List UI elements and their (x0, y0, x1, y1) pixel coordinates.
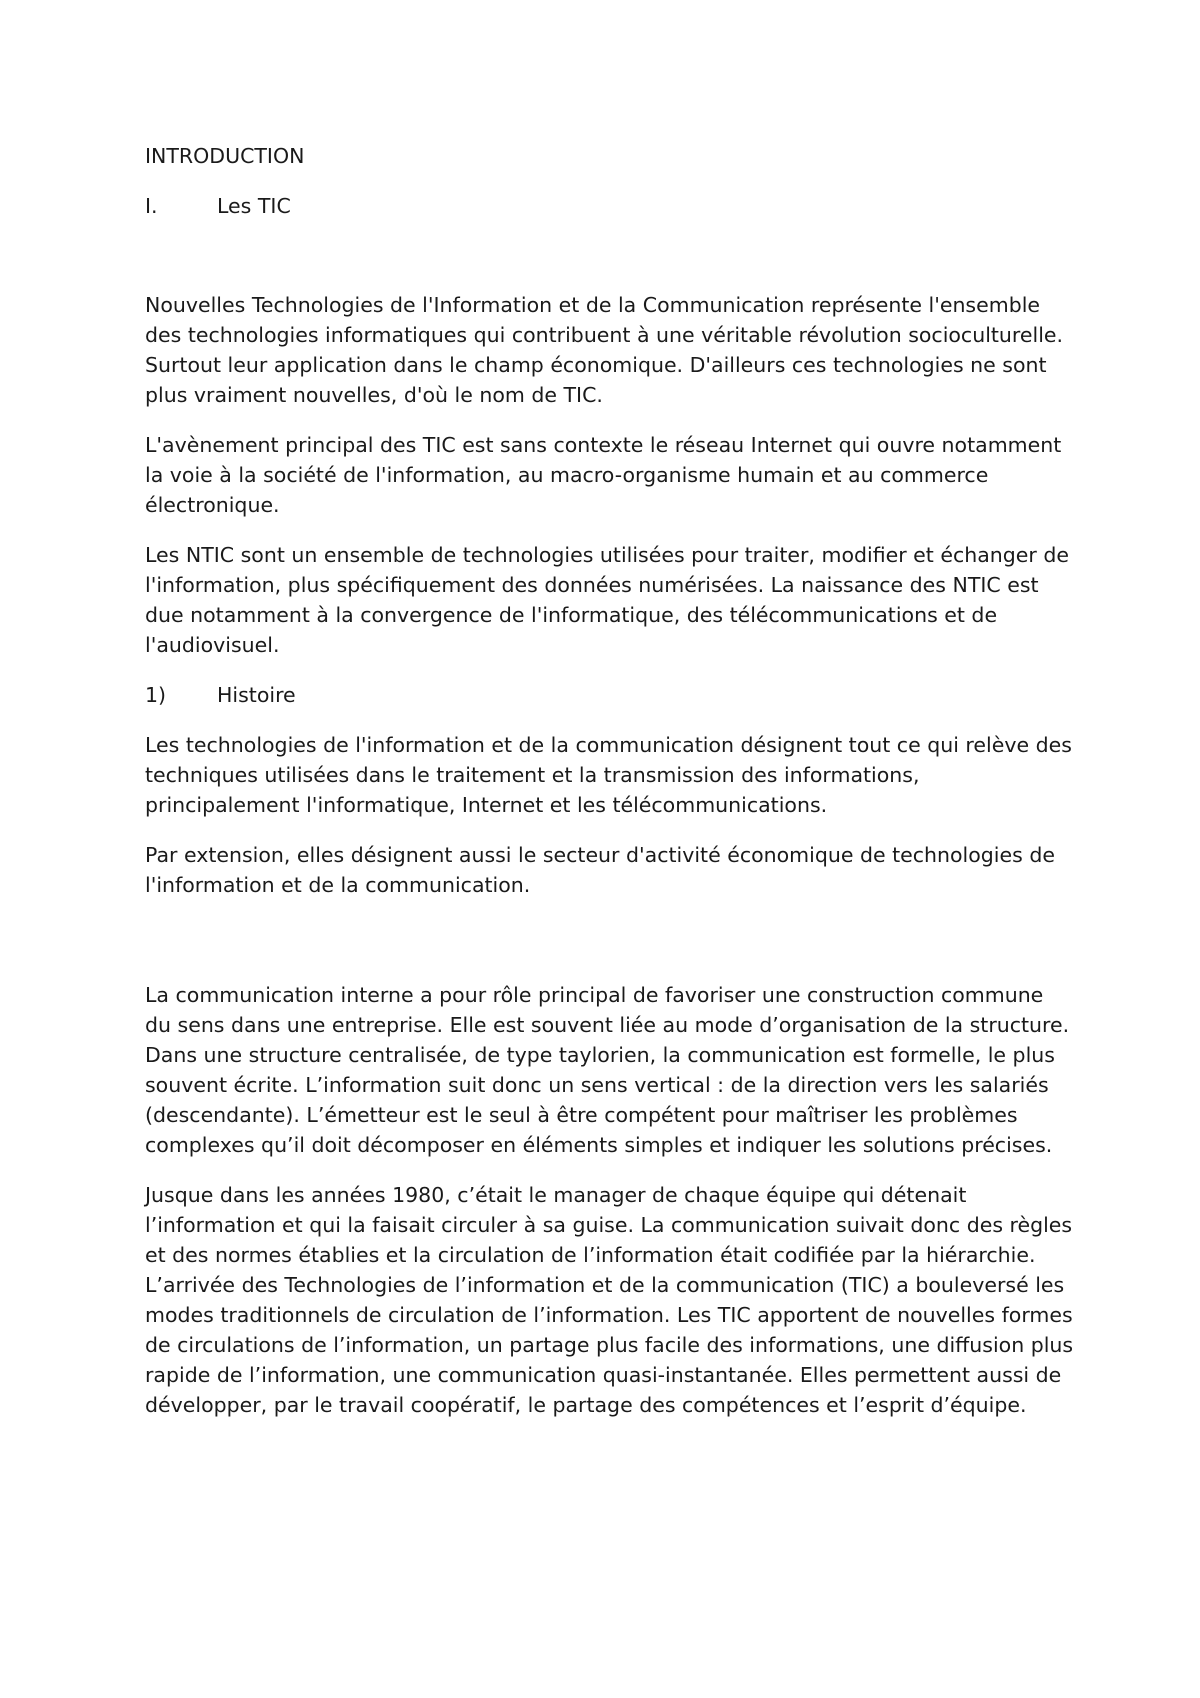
paragraph-tic-internet: L'avènement principal des TIC est sans contexte le réseau Internet qui ouvre notamment la voie à la société de l'information, au macro-organisme humain et au commerce électronique. (145, 433, 1062, 517)
section-heading-les-tic (145, 191, 1075, 221)
document-title: INTRODUCTION (145, 144, 305, 168)
paragraph-histoire-1: Les technologies de l'information et de la communication désignent tout ce qui relève des techniques utilisées dans le traitement et la transmission des informations, principalement l'informatique, Internet et les télécommunications. (145, 733, 1072, 817)
paragraph-tic-definition: Nouvelles Technologies de l'Information et de la Communication représente l'ensemble des technologies informatiques qui contribuent à une véritable révolution socioculturelle. Surtout leur application dans le champ économique. D'ailleurs ces technologies ne sont plus vraiment nouvelles, d'où le nom de TIC. (145, 293, 1064, 407)
paragraph-ntic: Les NTIC sont un ensemble de technologies utilisées pour traiter, modifier et échanger de l'information, plus spécifiquement des données numérisées. La naissance des NTIC est due notamment à la convergence de l'informatique, des télécommunications et de l'audiovisuel. (145, 543, 1069, 657)
paragraph-annees-1980: Jusque dans les années 1980, c’était le manager de chaque équipe qui détenait l’information et qui la faisait circuler à sa guise. La communication suivait donc des règles et des normes établies et la circulation de l’information était codifiée par la hiérarchie. L’arrivée des Technologies de l’information et de la communication (TIC) a bouleversé les modes traditionnels de circulation de l’information. Les TIC apportent de nouvelles formes de circulations de l’information, un partage plus facile des informations, une diffusion plus rapide de l’information, une communication quasi-instantanée. Elles permettent aussi de développer, par le travail coopératif, le partage des compétences et l’esprit d’équipe. (145, 1183, 1074, 1417)
document-body (145, 141, 1075, 1420)
subsection-number: 1) (145, 683, 167, 707)
section-number: I. (145, 194, 158, 218)
subsection-label: Histoire (217, 683, 296, 707)
paragraph-histoire-2: Par extension, elles désignent aussi le secteur d'activité économique de technologies de l'information et de la communication. (145, 843, 1055, 897)
section-label: Les TIC (217, 194, 291, 218)
subsection-heading-histoire (145, 680, 1075, 710)
paragraph-communication-interne: La communication interne a pour rôle principal de favoriser une construction commune du sens dans une entreprise. Elle est souvent liée au mode d’organisation de la structure. Dans une structure centralisée, de type taylorien, la communication est formelle, le plus souvent écrite. L’information suit donc un sens vertical : de la direction vers les salariés (descendante). L’émetteur est le seul à être compétent pour maîtriser les problèmes complexes qu’il doit décomposer en éléments simples et indiquer les solutions précises. (145, 983, 1070, 1157)
